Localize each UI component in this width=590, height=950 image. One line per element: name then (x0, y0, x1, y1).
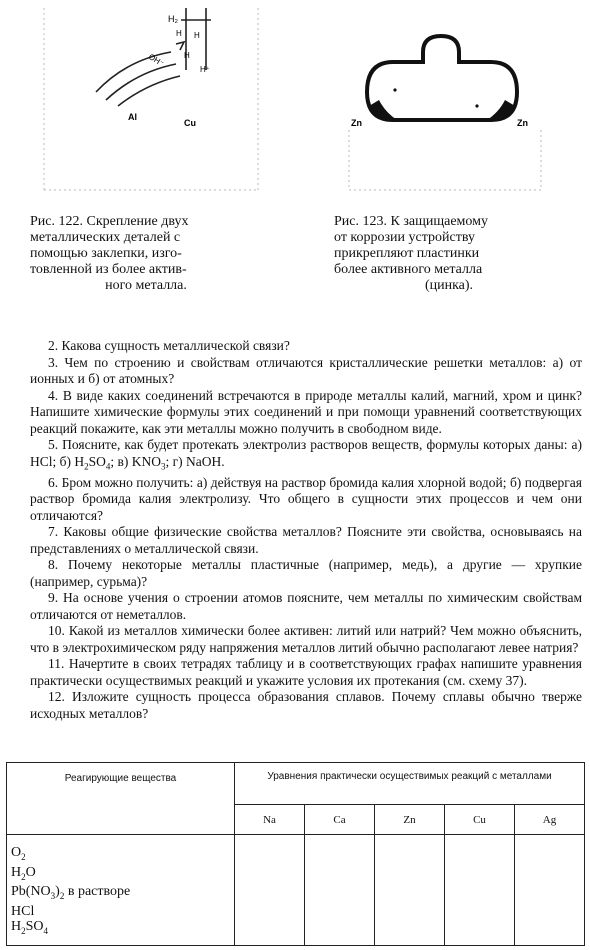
label-h-1: H (176, 29, 182, 38)
metal-column-header: Zn (375, 805, 445, 835)
caption-line: Рис. 123. К защищаемому (334, 214, 489, 229)
question-3: 3. Чем по строению и свойствам отличаются кристаллические решетки металлов: а) от ионных и б) от атомных? (30, 354, 582, 386)
table-cell-empty (515, 835, 585, 946)
reagent-h2o: $H_2O$ (11, 864, 36, 882)
question-2: 2. Какова сущность металлической связи? (48, 338, 290, 353)
table-cell-empty (445, 835, 515, 946)
label-oh: OH⁻ (146, 52, 166, 69)
figure-123-tank (345, 20, 545, 195)
question-4: 4. В виде каких соединений встречаются в природе металлы калий, магний, хром и цинк? Напишите химические формулы этих соединений и при помощи уравнений соответствующих реакций покажите, как эти металлы можно получить в свободном виде. (30, 387, 582, 436)
label-zn-left: Zn (351, 118, 362, 128)
caption-line: более активного металла (334, 262, 483, 277)
question-5-text-c: ; в) KNO (110, 453, 162, 469)
metal-column-header: Ag (515, 805, 585, 835)
metal-column-header: Cu (445, 805, 515, 835)
caption-line: (цинка). (424, 278, 474, 293)
label-h-3: H (184, 51, 190, 60)
question-5: 5. Поясните, как будет протекать электролиз растворов веществ, формулы которых даны: а) HCl; б) $H_2SO_4$; в) $KNO_3$; г) NaOH. (30, 437, 582, 472)
question-5-text-a: 5. Поясните, как будет протекать электролиз растворов веществ, формулы которых даны: а) HCl; б) H (30, 437, 582, 469)
label-h2: H₂ (168, 14, 178, 24)
label-zn-right: Zn (517, 118, 528, 128)
question-10: 10. Какой из металлов химически более активен: литий или натрий? Чем можно объяснить, что в электрохимическом ряду напряжения металлов литий обычно располагают левее натрия? (30, 623, 582, 655)
label-h-plus: H⁺ (200, 65, 210, 74)
reagent-h2so4: $H_2SO_4$ (11, 919, 49, 936)
table-cell-empty (235, 835, 305, 946)
question-8: 8. Почему некоторые металлы пластичные (например, медь), а другие — хрупкие (например, сурьма)? (30, 557, 582, 589)
question-6: 6. Бром можно получить: а) действуя на раствор бромида калия хлорной водой; б) подвергая раствор бромида калия электролизу. Что общего в сущности этих процессов и чем они отличаются? (30, 474, 582, 523)
reagent-o2: $O_2$ (11, 844, 26, 862)
reagent-pb-nitrate: $Pb(NO_3)_2$ в растворе (11, 884, 131, 902)
table-cell-empty (305, 835, 375, 946)
question-11: 11. Начертите в своих тетрадях таблицу и в соответствующих графах напишите уравнения практически осуществимых реакций и укажите условия их протекания (см. схему 37). (30, 656, 582, 688)
caption-line: ного металла. (105, 278, 187, 293)
header-reagents: Реагирующие вещества (7, 763, 235, 835)
caption-line: товленной из более актив- (30, 262, 187, 277)
reagent-hcl: HCl (11, 904, 35, 920)
table-cell-empty (375, 835, 445, 946)
questions-section (30, 338, 582, 722)
question-9: 9. На основе учения о строении атомов поясните, чем металлы по химическим свойствам отличаются от неметаллов. (30, 590, 582, 622)
metal-column-header: Na (235, 805, 305, 835)
figure-122-caption (30, 214, 262, 294)
question-5-text-d: ; г) NaOH. (165, 453, 225, 469)
question-7: 7. Каковы общие физические свойства металлов? Поясните эти свойства, основываясь на представлениях о металлической связи. (30, 524, 582, 556)
reaction-table (6, 762, 585, 946)
caption-line: металлических деталей с (30, 230, 181, 245)
caption-line: Рис. 122. Скрепление двух (30, 214, 189, 229)
label-al: Al (128, 112, 137, 122)
metal-column-header: Ca (305, 805, 375, 835)
caption-line: прикрепляют пластинки (334, 246, 480, 261)
caption-line: помощью заклепки, изго- (30, 246, 182, 261)
question-12: 12. Изложите сущность процесса образования сплавов. Почему сплавы обычно тверже исходных металлов? (30, 689, 582, 721)
caption-line: от коррозии устройству (334, 230, 475, 245)
header-equations: Уравнения практически осуществимых реакций с металлами (235, 763, 585, 805)
question-5-text-b: SO (88, 453, 106, 469)
reagents-list (7, 835, 235, 946)
figure-123-caption (334, 214, 564, 294)
label-cu: Cu (184, 118, 196, 128)
figure-122-rivet (36, 0, 266, 200)
label-h-2: H (194, 31, 200, 40)
